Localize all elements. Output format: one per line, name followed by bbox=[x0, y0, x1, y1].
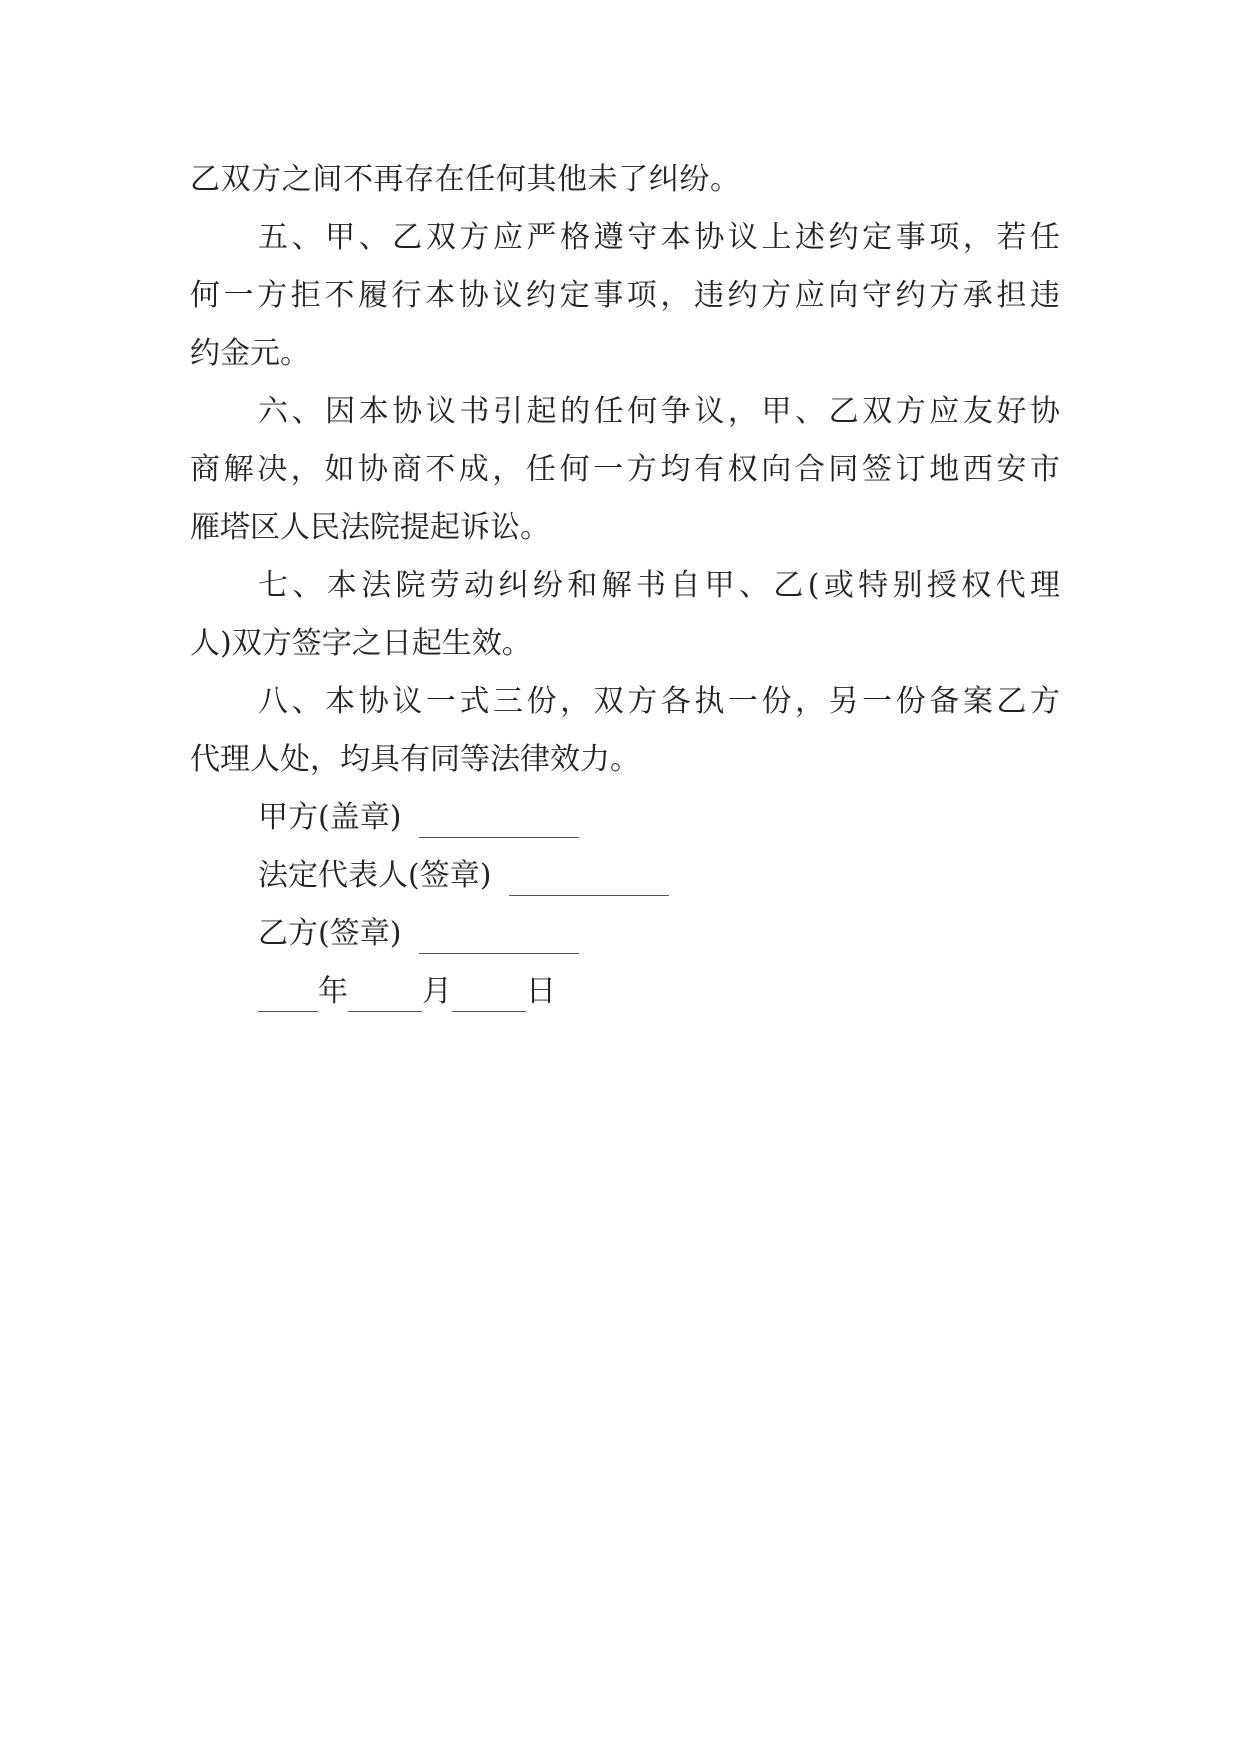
day-blank bbox=[452, 983, 526, 1012]
clause-7-line-1: 七、本法院劳动纠纷和解书自甲、乙(或特别授权代理 bbox=[258, 568, 1060, 603]
legal-rep-label: 法定代表人(签章) bbox=[258, 858, 492, 893]
clause-6-line-3: 雁塔区人民法院提起诉讼。 bbox=[190, 510, 550, 545]
month-blank bbox=[348, 983, 422, 1012]
year-blank bbox=[258, 983, 318, 1012]
party-b-label: 乙方(签章) bbox=[258, 916, 402, 951]
clause-5-line-1: 五、甲、乙双方应严格遵守本协议上述约定事项，若任 bbox=[258, 220, 1060, 255]
party-b-signature-blank bbox=[419, 925, 579, 954]
clause-8-line-2: 代理人处，均具有同等法律效力。 bbox=[190, 742, 640, 777]
date-row bbox=[258, 972, 556, 1012]
clause-5-line-2: 何一方拒不履行本协议约定事项，违约方应向守约方承担违 bbox=[190, 278, 1060, 313]
legal-rep-signature-row bbox=[258, 856, 669, 896]
party-a-signature-row bbox=[258, 798, 579, 838]
day-label: 日 bbox=[526, 974, 556, 1009]
party-b-signature-row bbox=[258, 914, 579, 954]
party-a-label: 甲方(盖章) bbox=[258, 800, 402, 835]
legal-rep-signature-blank bbox=[509, 867, 669, 896]
clause-6-line-2: 商解决，如协商不成，任何一方均有权向合同签订地西安市 bbox=[190, 452, 1060, 487]
clause-5-line-3: 约金元。 bbox=[190, 336, 310, 371]
paragraph-line: 乙双方之间不再存在任何其他未了纠纷。 bbox=[190, 162, 740, 197]
clause-8-line-1: 八、本协议一式三份，双方各执一份，另一份备案乙方 bbox=[258, 684, 1060, 719]
year-label: 年 bbox=[318, 974, 348, 1009]
clause-6-line-1: 六、因本协议书引起的任何争议，甲、乙双方应友好协 bbox=[258, 394, 1060, 429]
party-a-signature-blank bbox=[419, 809, 579, 838]
month-label: 月 bbox=[422, 974, 452, 1009]
clause-7-line-2: 人)双方签字之日起生效。 bbox=[190, 626, 532, 661]
